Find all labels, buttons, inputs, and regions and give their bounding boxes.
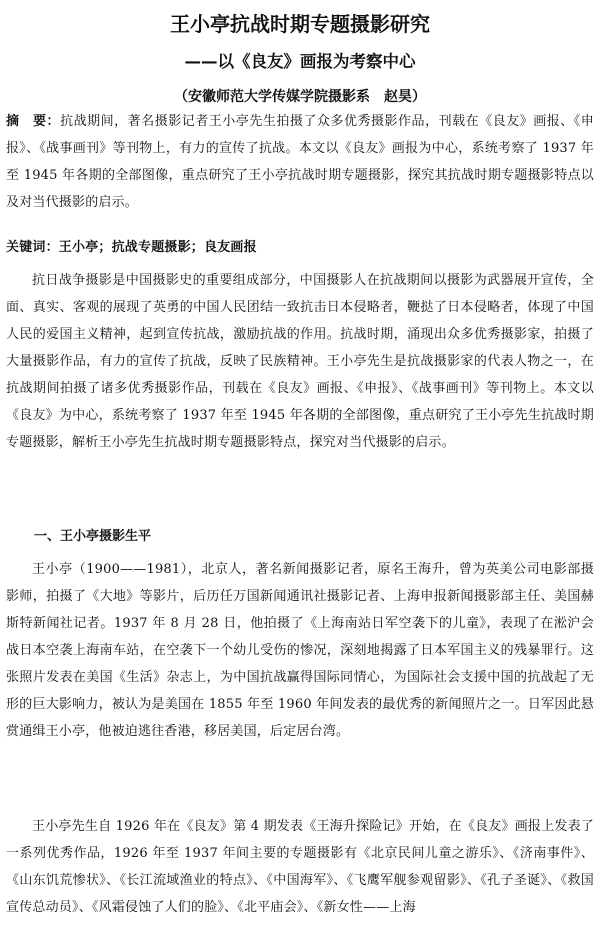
paper-subtitle: ——以《良友》画报为考察中心 [184,52,416,71]
abstract-label: 摘 要： [6,114,61,129]
abstract-text: 抗战期间，著名摄影记者王小亭先生拍摄了众多优秀摄影作品，刊载在《良友》画报、《申报》、《战事画刊》等刊物上，有力的宣传了抗战。本文以《良友》画报为中心，系统考察了 1937 年至 1945 年各期的全部图像，重点研究了王小亭抗战时期专题摄影，探究其抗战时期专题摄影特点以及对当代摄影的启示。 [6,114,594,210]
body-paragraph: 王小亭（1900——1981），北京人，著名新闻摄影记者，原名王海升，曾为英美公司电影部摄影师，拍摄了《大地》等影片，后历任万国新闻通讯社摄影记者、上海申报新闻摄影部主任、美国赫斯特新闻社记者。1937 年 8 月 28 日，他拍摄了《上海南站日军空袭下的儿童》，表现了在淞沪会战日本空袭上海南车站，在空袭下一个幼儿受伤的惨况，深刻地揭露了日本军国主义的残暴罪行。这张照片发表在美国《生活》杂志上，为中国抗战赢得国际同情心，为国际社会支援中国的抗战起了无形的巨大影响力，被认为是美国在 1855 年至 1960 年间发表的最优秀的新闻照片之一。日军因此悬赏通缉王小亭，他被迫逃往香港，移居美国，后定居台湾。 [6,562,594,739]
body-paragraph: 王小亭先生自 1926 年在《良友》第 4 期发表《王海升探险记》开始，在《良友》画报上发表了一系列优秀作品，1926 年至 1937 年间主要的专题摄影有《北京民间儿童之游乐》、《济南事件》、《山东饥荒惨状》、《长江流域渔业的特点》、《中国海军》、《飞鹰军舰参观留影》、《孔子圣诞》、《救国宣传总动员》、《风霜侵蚀了人们的脸》、《北平庙会》、《新女性——上海 [6,819,594,915]
paper-title: 王小亭抗战时期专题摄影研究 [170,12,430,36]
intro-paragraph: 抗日战争摄影是中国摄影史的重要组成部分，中国摄影人在抗战期间以摄影为武器展开宣传，全面、真实、客观的展现了英勇的中国人民团结一致抗击日本侵略者，鞭挞了日本侵略者，体现了中国人民的爱国主义精神，起到宣传抗战，激励抗战的作用。抗战时期，涌现出众多优秀摄影家，拍摄了大量摄影作品，有力的宣传了抗战，反映了民族精神。王小亭先生是抗战摄影家的代表人物之一，在抗战期间拍摄了诸多优秀摄影作品，刊载在《良友》画报、《申报》、《战事画刊》等刊物上。本文以《良友》为中心，系统考察了 1937 年至 1945 年各期的全部图像，重点研究了王小亭先生抗战时期专题摄影，解析王小亭先生抗战时期专题摄影特点，探究对当代摄影的启示。 [6,273,594,450]
abstract [6,108,594,216]
author-affiliation: （安徽师范大学传媒学院摄影系 赵昊） [174,89,426,105]
section-heading: 一、王小亭摄影生平 [34,529,152,544]
keywords: 关键词：王小亭；抗战专题摄影；良友画报 [6,240,257,255]
